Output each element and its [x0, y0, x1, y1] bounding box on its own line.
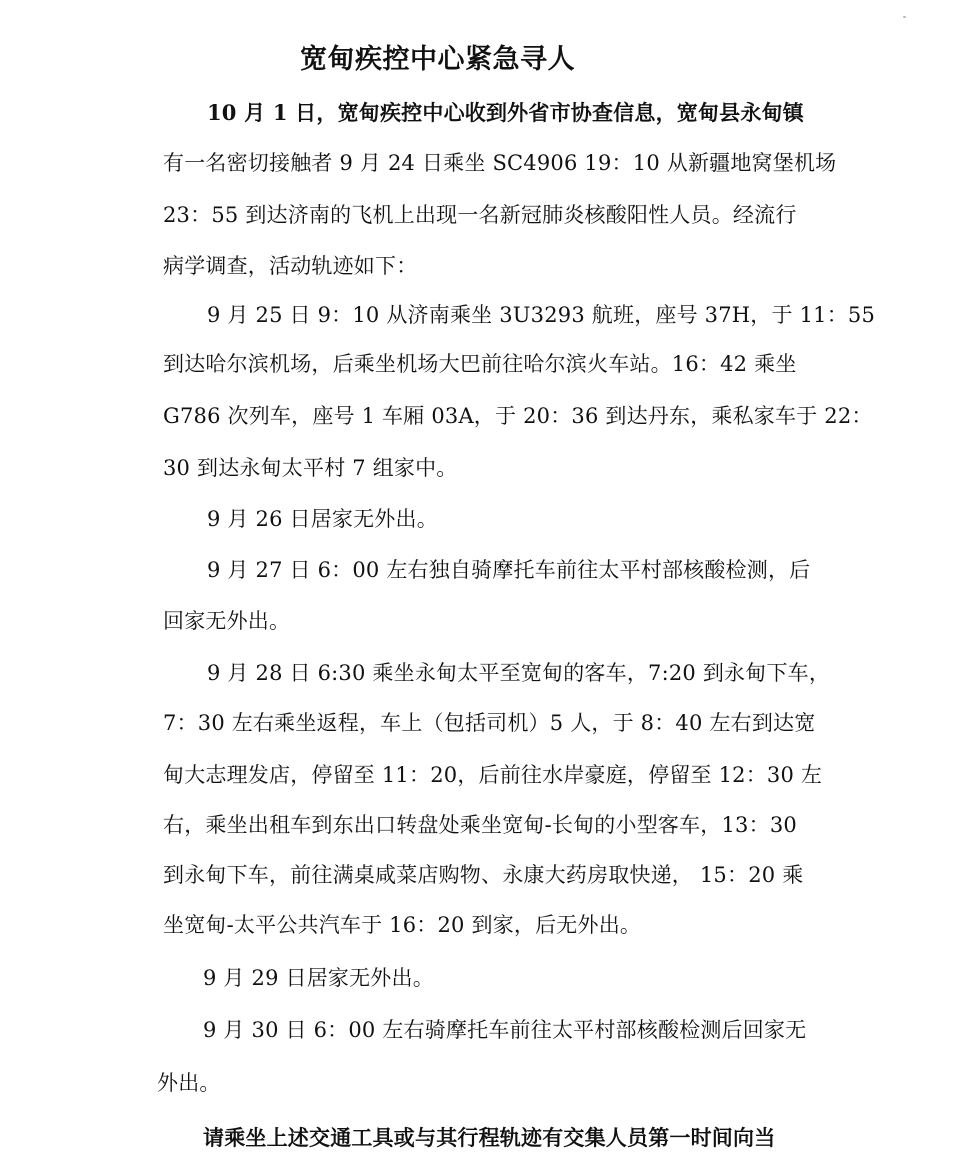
paragraph-line: 到永甸下车，前往满桌咸菜店购物、永康大药房取快递， 15：20 乘 [163, 863, 804, 887]
paragraph-line: 9 月 29 日居家无外出。 [203, 966, 434, 990]
paragraph-line: 9 月 30 日 6：00 左右骑摩托车前往太平村部核酸检测后回家无 [203, 1018, 807, 1042]
paragraph-line: 23：55 到达济南的飞机上出现一名新冠肺炎核酸阳性人员。经流行 [163, 203, 797, 227]
paragraph-line: 坐宽甸-太平公共汽车于 16：20 到家，后无外出。 [163, 913, 642, 937]
paragraph-line: 请乘坐上述交通工具或与其行程轨迹有交集人员第一时间向当 [203, 1125, 776, 1150]
paragraph-line: 9 月 28 日 6:30 乘坐永甸太平至宽甸的客车，7:20 到永甸下车， [207, 661, 831, 685]
paragraph-line: 外出。 [157, 1071, 221, 1095]
paragraph-line: 病学调查，活动轨迹如下： [163, 254, 418, 278]
paragraph-line: 有一名密切接触者 9 月 24 日乘坐 SC4906 19：10 从新疆地窝堡机场 [163, 151, 837, 175]
paragraph-line: 回家无外出。 [163, 609, 291, 633]
paragraph-line: 7：30 左右乘坐返程，车上（包括司机）5 人，于 8：40 左右到达宽 [163, 711, 816, 735]
paragraph-line: 9 月 26 日居家无外出。 [207, 507, 438, 531]
scan-speck [903, 16, 906, 18]
document-title: 宽甸疾控中心紧急寻人 [300, 44, 575, 75]
paragraph-line: 右，乘坐出租车到东出口转盘处乘坐宽甸-长甸的小型客车，13：30 [163, 813, 797, 837]
paragraph-line: 9 月 27 日 6：00 左右独自骑摩托车前往太平村部核酸检测，后 [207, 558, 811, 582]
paragraph-line: 10 月 1 日，宽甸疾控中心收到外省市协查信息，宽甸县永甸镇 [207, 100, 804, 125]
paragraph-line: 甸大志理发店，停留至 11：20，后前往水岸豪庭，停留至 12：30 左 [163, 763, 823, 787]
paragraph-line: 9 月 25 日 9：10 从济南乘坐 3U3293 航班，座号 37H，于 11：55 [207, 303, 876, 327]
paragraph-line: 30 到达永甸太平村 7 组家中。 [163, 456, 458, 480]
paragraph-line: 到达哈尔滨机场，后乘坐机场大巴前往哈尔滨火车站。16：42 乘坐 [163, 352, 797, 376]
paragraph-line: G786 次列车，座号 1 车厢 03A，于 20：36 到达丹东，乘私家车于 22： [163, 404, 873, 428]
